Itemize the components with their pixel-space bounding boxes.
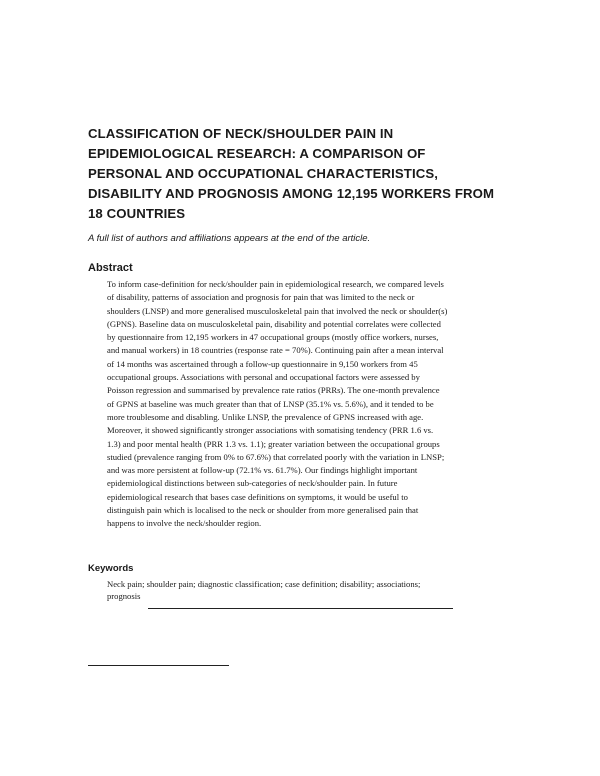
footnote-divider [88,665,229,666]
abstract-text [107,278,527,531]
abstract-line: distinguish pain which is localised to the neck or shoulder from more generalised pain that [107,505,419,516]
title-line: PERSONAL AND OCCUPATIONAL CHARACTERISTICS, [88,166,439,181]
abstract-line: happens to involve the neck/shoulder region. [107,518,262,529]
keywords-heading: Keywords [88,563,134,574]
title-line: 18 COUNTRIES [88,206,186,221]
abstract-line: shoulders (LNSP) and more generalised musculoskeletal pain that involved the neck or shoulder(s) [107,305,448,316]
abstract-line: Moreover, it showed significantly stronger associations with somatising tendency (PRR 1.6 vs. [107,425,434,436]
title-line: CLASSIFICATION OF NECK/SHOULDER PAIN IN [88,126,394,141]
abstract-line: and manual workers) in 18 countries (response rate = 70%). Continuing pain after a mean interval [107,345,444,356]
abstract-line: occupational groups. Associations with personal and occupational factors were assessed by [107,372,420,383]
abstract-line: by questionnaire from 12,195 workers in 47 occupational groups (mostly office workers, nurses, [107,332,439,343]
title-line: DISABILITY AND PROGNOSIS AMONG 12,195 WORKERS FROM [88,186,495,201]
title-line: EPIDEMIOLOGICAL RESEARCH: A COMPARISON OF [88,146,426,161]
authors-note: A full list of authors and affiliations appears at the end of the article. [88,233,371,244]
abstract-line: epidemiological research that bases case definitions on symptoms, it would be useful to [107,491,408,502]
keywords-line: prognosis [107,591,141,602]
paper-title [88,124,528,224]
abstract-heading: Abstract [88,262,133,274]
abstract-line: of disability, patterns of association and prognosis for pain that was limited to the neck or [107,292,415,303]
abstract-line: (GPNS). Baseline data on musculoskeletal pain, disability and potential correlates were collected [107,318,441,329]
keywords-line: Neck pain; shoulder pain; diagnostic classification; case definition; disability; associations; [107,579,421,589]
abstract-line: of GPNS at baseline was much greater than that of LNSP (35.1% vs. 5.6%), and it tended to be [107,398,434,409]
abstract-line: and was more persistent at follow-up (72.1% vs. 61.7%). Our findings highlight important [107,465,418,476]
abstract-line: epidemiological distinctions between sub-categories of neck/shoulder pain. In future [107,478,398,489]
abstract-line: 1.3) and poor mental health (PRR 1.3 vs. 1.1); greater variation between the occupational groups [107,438,440,449]
keywords-text [107,578,527,603]
abstract-line: Poisson regression and summarised by prevalence rate ratios (PRRs). The one-month prevalence [107,385,440,396]
keywords-divider [148,608,453,609]
abstract-line: To inform case-definition for neck/shoulder pain in epidemiological research, we compared levels [107,279,444,289]
abstract-line: more troublesome and disabling. Unlike LNSP, the prevalence of GPNS increased with age. [107,411,424,422]
abstract-line: studied (prevalence ranging from 0% to 67.6%) that correlated poorly with the variation in LNSP; [107,451,445,462]
abstract-line: of 14 months was ascertained through a follow-up questionnaire in 9,150 workers from 45 [107,358,418,369]
